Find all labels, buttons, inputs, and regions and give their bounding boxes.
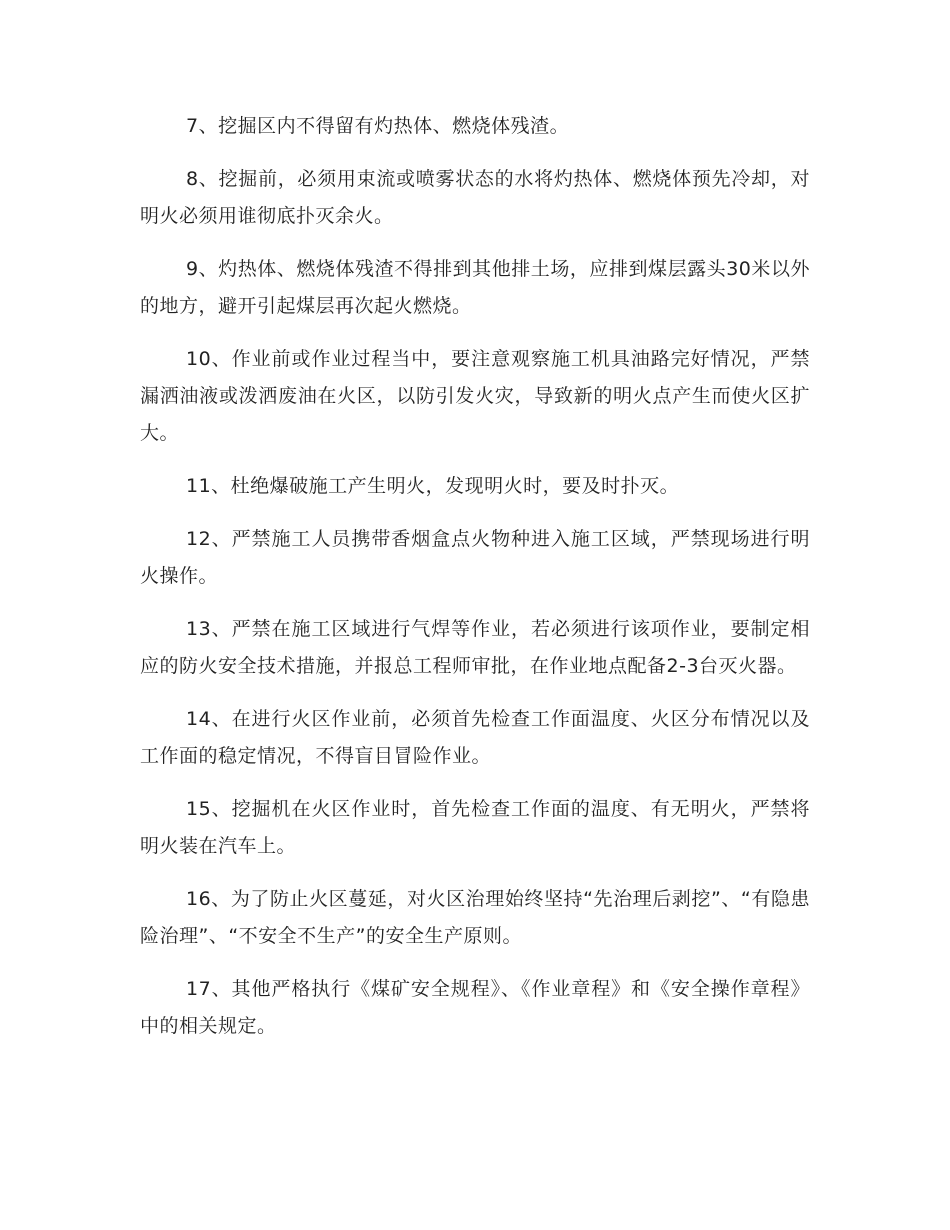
paragraph-14: 14、在进行火区作业前，必须首先检查工作面温度、火区分布情况以及工作面的稳定情况，不得盲目冒险作业。 [140,708,810,767]
paragraph-9: 9、灼热体、燃烧体残渣不得排到其他排土场，应排到煤层露头30米以外的地方，避开引起煤层再次起火燃烧。 [140,258,810,317]
paragraph-10: 10、作业前或作业过程当中，要注意观察施工机具油路完好情况，严禁漏洒油液或泼洒废油在火区，以防引发火灾，导致新的明火点产生而使火区扩大。 [140,348,810,444]
paragraph-17: 17、其他严格执行《煤矿安全规程》、《作业章程》和《安全操作章程》中的相关规定。 [140,978,810,1037]
paragraph-8: 8、挖掘前，必须用束流或喷雾状态的水将灼热体、燃烧体预先冷却，对明火必须用谁彻底扑灭余火。 [140,168,810,227]
paragraph-13: 13、严禁在施工区域进行气焊等作业，若必须进行该项作业，要制定相应的防火安全技术措施，并报总工程师审批，在作业地点配备2-3台灭火器。 [140,618,810,677]
paragraph-15: 15、挖掘机在火区作业时，首先检查工作面的温度、有无明火，严禁将明火装在汽车上。 [140,798,810,857]
paragraph-16: 16、为了防止火区蔓延，对火区治理始终坚持“先治理后剥挖”、“有隐患险治理”、“不安全不生产”的安全生产原则。 [140,888,810,947]
paragraph-7: 7、挖掘区内不得留有灼热体、燃烧体残渣。 [186,115,570,137]
paragraph-11: 11、杜绝爆破施工产生明火，发现明火时，要及时扑灭。 [186,475,680,497]
document-body [140,108,810,1061]
paragraph-12: 12、严禁施工人员携带香烟盒点火物种进入施工区域，严禁现场进行明火操作。 [140,528,810,587]
